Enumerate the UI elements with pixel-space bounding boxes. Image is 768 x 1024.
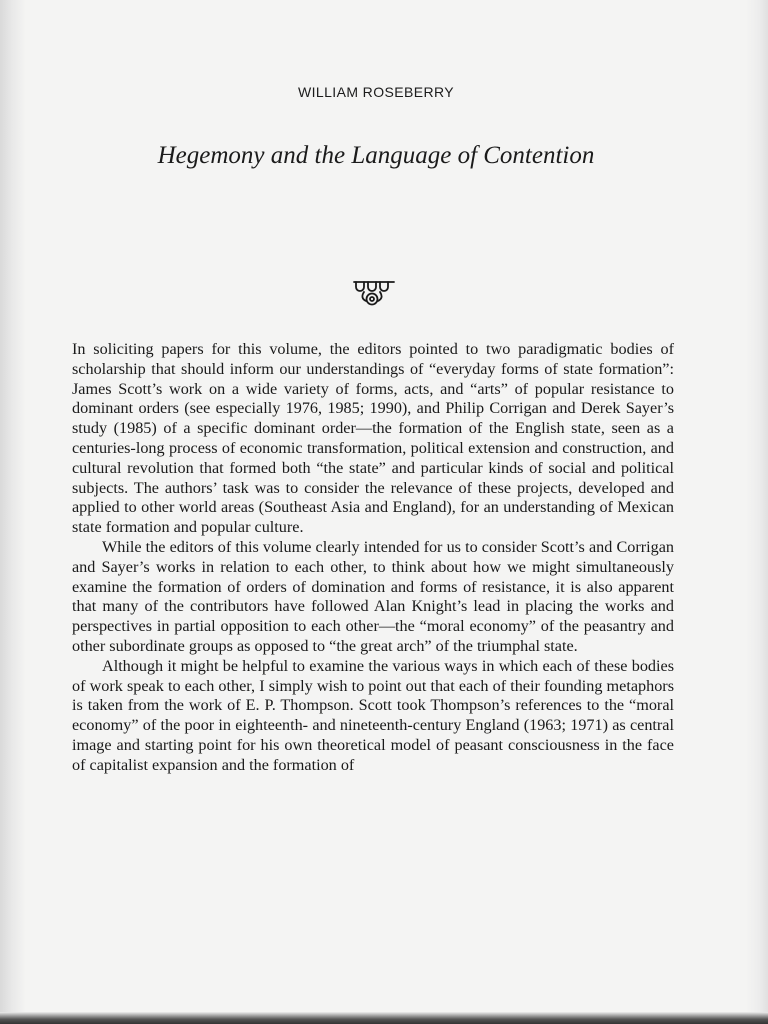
- page-bottom-edge: [0, 1012, 768, 1024]
- paragraph: While the editors of this volume clearly intended for us to consider Scott’s and Corrigan and Sayer’s works in relation to each other, to think about how we might simultaneously examine the formation of orders of domination and forms of resistance, it is also apparent that many of the contributors have followed Alan Knight’s lead in placing the works and perspectives in partial opposition to each other—the “moral economy” of the peasantry and other subordinate groups as opposed to “the great arch” of the triumphal state.: [72, 537, 674, 655]
- paragraph: In soliciting papers for this volume, the editors pointed to two paradigmatic bodies of scholarship that should inform our understandings of “everyday forms of state formation”: James Scott’s work on a wide variety of forms, acts, and “arts” of popular resistance to dominant orders (see especially 1976, 1985; 1990), and Philip Corrigan and Derek Sayer’s study (1985) of a specific dominant order—the formation of the English state, seen as a centuries-long process of economic transformation, political extension and construction, and cultural revolution that formed both “the state” and particular kinds of social and political subjects. The authors’ task was to consider the relevance of these projects, developed and applied to other world areas (Southeast Asia and England), for an understanding of Mexican state formation and popular culture.: [72, 340, 674, 537]
- flourish-ornament-icon: [350, 278, 398, 308]
- author-name: WILLIAM ROSEBERRY: [298, 84, 454, 100]
- paragraph: Although it might be helpful to examine the various ways in which each of these bodies of work speak to each other, I simply wish to point out that each of their founding metaphors is taken from the work of E. P. Thompson. Scott took Thompson’s references to the “moral economy” of the poor in eighteenth- and nineteenth-century England (1963; 1971) as central image and starting point for his own theoretical model of peasant consciousness in the face of capitalist expansion and the formation of: [72, 656, 674, 774]
- chapter-title: Hegemony and the Language of Contention: [157, 142, 595, 169]
- body-text: [72, 340, 674, 776]
